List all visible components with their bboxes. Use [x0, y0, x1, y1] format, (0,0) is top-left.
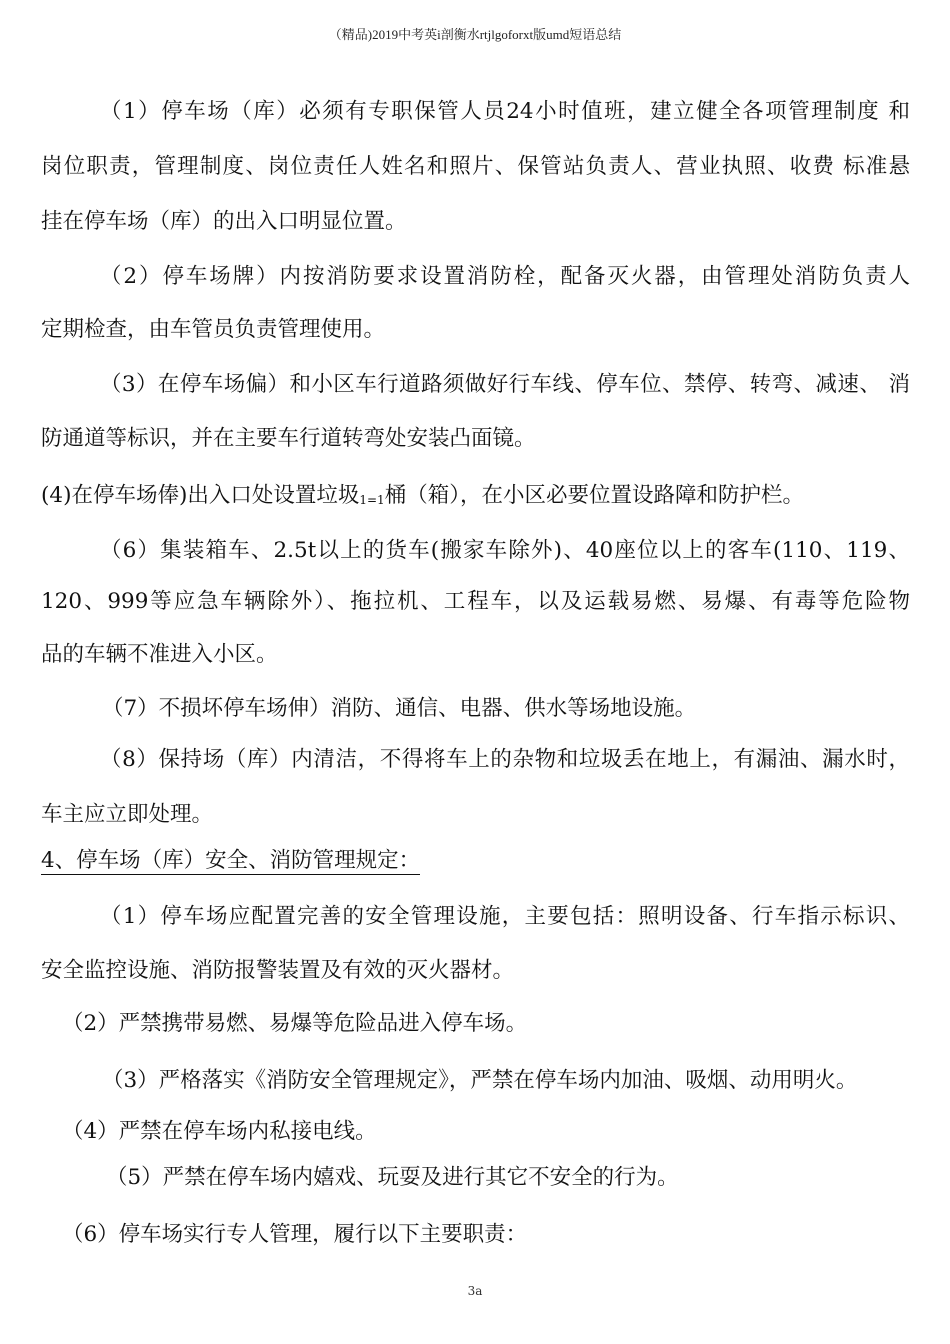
para-4-text-end: 桶（箱），在小区必要位置设路障和防护栏。: [384, 483, 804, 508]
para-1-line-3: 挂在停车场（库）的出入口明显位置。: [41, 209, 407, 234]
para-6-line-2: 120、999等应急车辆除外）、拖拉机、工程车，以及运载易燃、易爆、有毒等危险物: [41, 589, 910, 614]
para-8-line-1: （8）保持场（库）内清洁，不得将车上的杂物和垃圾丢在地上，有漏油、漏水时，: [100, 747, 910, 772]
safety-item-1-line-2: 安全监控设施、消防报警装置及有效的灭火器材。: [41, 958, 515, 983]
safety-item-6: （6）停车场实行专人管理，履行以下主要职责：: [62, 1222, 528, 1247]
para-4-line: [41, 481, 950, 515]
para-2-line-2: 定期检查，由车管员负责管理使用。: [41, 317, 386, 342]
safety-item-3: （3）严格落实《消防安全管理规定》，严禁在停车场内加油、吸烟、动用明火。: [102, 1068, 858, 1093]
para-4-subscript: 1=1: [359, 493, 385, 507]
para-8-line-2: 车主应立即处理。: [41, 802, 214, 827]
para-6-line-1: （6）集装箱车、2.5t以上的货车(搬家车除外)、40座位以上的客车(110、119、: [100, 538, 910, 563]
section-heading: [41, 846, 950, 876]
safety-item-5: （5）严禁在停车场内嬉戏、玩耍及进行其它不安全的行为。: [106, 1165, 679, 1190]
safety-item-1-line-1: （1）停车场应配置完善的安全管理设施，主要包括：照明设备、行车指示标识、: [100, 904, 910, 929]
para-3-line-1: （3）在停车场偏）和小区车行道路须做好行车线、停车位、禁停、转弯、减速、 消: [100, 372, 910, 397]
para-2-line-1: （2）停车场牌）内按消防要求设置消防栓，配备灭火器，由管理处消防负责人: [100, 264, 910, 289]
section-heading-text: 4、停车场（库）安全、消防管理规定：: [41, 848, 421, 873]
para-4-text: (4)在停车场俸)出入口处设置垃圾: [41, 483, 360, 508]
safety-item-2: （2）严禁携带易燃、易爆等危险品进入停车场。: [62, 1011, 528, 1036]
safety-item-4: （4）严禁在停车场内私接电线。: [62, 1119, 377, 1144]
para-6-line-3: 品的车辆不准进入小区。: [41, 642, 278, 667]
para-1-line-1: （1）停车场（库）必须有专职保管人员24小时值班，建立健全各项管理制度 和: [100, 99, 910, 124]
para-3-line-2: 防通道等标识，并在主要车行道转弯处安装凸面镜。: [41, 426, 536, 451]
para-1-line-2: 岗位职责，管理制度、岗位责任人姓名和照片、保管站负责人、营业执照、收费 标准悬: [41, 154, 910, 179]
para-7-line: （7）不损坏停车场伸）消防、通信、电器、供水等场地设施。: [102, 696, 697, 721]
page-header: （精品)2019中考英i剖衡水rtjlgoforxt版umd短语总结: [328, 27, 622, 42]
page-number: 3a: [467, 1284, 483, 1298]
